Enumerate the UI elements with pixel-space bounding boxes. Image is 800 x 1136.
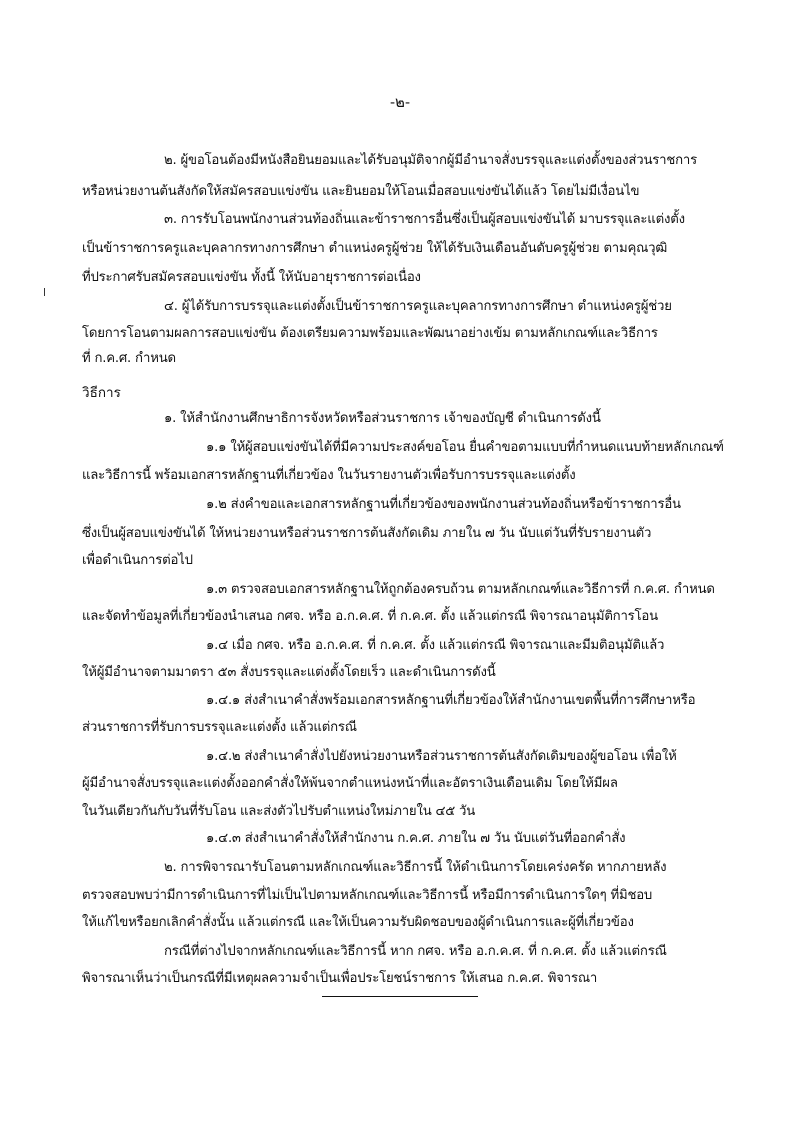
- paragraph-line: กรณีที่ต่างไปจากหลักเกณฑ์และวิธีการนี้ หาก กศจ. หรือ อ.ก.ค.ศ. ที่ ก.ค.ศ. ตั้ง แล้วแต่กรณี: [164, 944, 667, 959]
- paragraph-line: ให้แก้ไขหรือยกเลิกคำสั่งนั้น แล้วแต่กรณี และให้เป็นความรับผิดชอบของผู้ดำเนินการและผู้ที่เกี่ยวข้อง: [82, 915, 634, 930]
- paragraph-line: เป็นข้าราชการครูและบุคลากรทางการศึกษา ตำแหน่งครูผู้ช่วย ให้ได้รับเงินเดือนอันดับครูผู้ช่วย ตามคุณวุฒิ: [82, 241, 668, 256]
- paragraph-line: และจัดทำข้อมูลที่เกี่ยวข้องนำเสนอ กศจ. หรือ อ.ก.ค.ศ. ที่ ก.ค.ศ. ตั้ง แล้วแต่กรณี พิจารณาอนุมัติการโอน: [82, 609, 658, 624]
- paragraph-line: ๑.๒ ส่งคำขอและเอกสารหลักฐานที่เกี่ยวข้องของพนักงานส่วนท้องถิ่นหรือข้าราชการอื่น: [206, 497, 681, 512]
- paragraph-line: ให้ผู้มีอำนาจตามมาตรา ๕๓ สั่งบรรจุและแต่งตั้งโดยเร็ว และดำเนินการดังนี้: [82, 665, 496, 680]
- paragraph-line: และวิธีการนี้ พร้อมเอกสารหลักฐานที่เกี่ยวข้อง ในวันรายงานตัวเพื่อรับการบรรจุและแต่งตั้ง: [82, 468, 576, 483]
- page-number: -๒-: [389, 93, 411, 111]
- paragraph-line: ผู้มีอำนาจสั่งบรรจุและแต่งตั้งออกคำสั่งให้พ้นจากตำแหน่งหน้าที่และอัตราเงินเดือนเดิม โดยให้มีผล: [82, 776, 618, 791]
- paragraph-line: ๑.๑ ให้ผู้สอบแข่งขันได้ที่มีความประสงค์ขอโอน ยื่นคำขอตามแบบที่กำหนดแนบท้ายหลักเกณฑ์: [206, 440, 724, 455]
- paragraph-line: ซึ่งเป็นผู้สอบแข่งขันได้ ให้หน่วยงานหรือส่วนราชการต้นสังกัดเดิม ภายใน ๗ วัน นับแต่วันที่รับรายงานตัว: [82, 526, 652, 541]
- paragraph-line: ๑.๔ เมื่อ กศจ. หรือ อ.ก.ค.ศ. ที่ ก.ค.ศ. ตั้ง แล้วแต่กรณี พิจารณาและมีมติอนุมัติแล้ว: [206, 638, 665, 653]
- paragraph-line: เพื่อดำเนินการต่อไป: [82, 553, 193, 568]
- paragraph-line: ที่ประกาศรับสมัครสอบแข่งขัน ทั้งนี้ ให้นับอายุราชการต่อเนื่อง: [82, 270, 421, 285]
- paragraph-line: ๑.๔.๓ ส่งสำเนาคำสั่งให้สำนักงาน ก.ค.ศ. ภายใน ๗ วัน นับแต่วันที่ออกคำสั่ง: [206, 831, 626, 846]
- paragraph-line: ๑. ให้สำนักงานศึกษาธิการจังหวัดหรือส่วนราชการ เจ้าของบัญชี ดำเนินการดังนี้: [164, 411, 601, 426]
- section-heading: วิธีการ: [82, 385, 121, 401]
- margin-mark: [44, 288, 45, 296]
- paragraph-line: หรือหน่วยงานต้นสังกัดให้สมัครสอบแข่งขัน และยินยอมให้โอนเมื่อสอบแข่งขันได้แล้ว โดยไม่มีเงื่อนไข: [82, 184, 640, 199]
- paragraph-line: ส่วนราชการที่รับการบรรจุและแต่งตั้ง แล้วแต่กรณี: [82, 720, 357, 735]
- paragraph-line: ๑.๔.๒ ส่งสำเนาคำสั่งไปยังหน่วยงานหรือส่วนราชการต้นสังกัดเดิมของผู้ขอโอน เพื่อให้: [206, 749, 677, 764]
- paragraph-line: พิจารณาเห็นว่าเป็นกรณีที่มีเหตุผลความจำเป็นเพื่อประโยชน์ราชการ ให้เสนอ ก.ค.ศ. พิจารณา: [82, 971, 598, 986]
- paragraph-line: ตรวจสอบพบว่ามีการดำเนินการที่ไม่เป็นไปตามหลักเกณฑ์และวิธีการนี้ หรือมีการดำเนินการใดๆ ที่มิชอบ: [82, 888, 653, 903]
- paragraph-line: ๑.๔.๑ ส่งสำเนาคำสั่งพร้อมเอกสารหลักฐานที่เกี่ยวข้องให้สำนักงานเขตพื้นที่การศึกษาหรือ: [206, 693, 696, 708]
- end-rule: [322, 996, 478, 997]
- paragraph-line: ในวันเดียวกันกับวันที่รับโอน และส่งตัวไปรับตำแหน่งใหม่ภายใน ๔๕ วัน: [82, 804, 476, 819]
- paragraph-line: โดยการโอนตามผลการสอบแข่งขัน ต้องเตรียมความพร้อมและพัฒนาอย่างเข้ม ตามหลักเกณฑ์และวิธีการ: [82, 326, 658, 341]
- paragraph-line: ๑.๓ ตรวจสอบเอกสารหลักฐานให้ถูกต้องครบถ้วน ตามหลักเกณฑ์และวิธีการที่ ก.ค.ศ. กำหนด: [206, 582, 715, 597]
- paragraph-line: ๓. การรับโอนพนักงานส่วนท้องถิ่นและข้าราชการอื่นซึ่งเป็นผู้สอบแข่งขันได้ มาบรรจุและแต่งตั้ง: [164, 212, 685, 227]
- paragraph-line: ๒. การพิจารณารับโอนตามหลักเกณฑ์และวิธีการนี้ ให้ดำเนินการโดยเคร่งครัด หากภายหลัง: [164, 860, 667, 875]
- paragraph-line: ๔. ผู้ได้รับการบรรจุและแต่งตั้งเป็นข้าราชการครูและบุคลากรทางการศึกษา ตำแหน่งครูผู้ช่วย: [164, 299, 672, 314]
- paragraph-line: ๒. ผู้ขอโอนต้องมีหนังสือยินยอมและได้รับอนุมัติจากผู้มีอำนาจสั่งบรรจุและแต่งตั้งของส่วนราชการ: [164, 153, 697, 168]
- paragraph-line: ที่ ก.ค.ศ. กำหนด: [82, 351, 176, 366]
